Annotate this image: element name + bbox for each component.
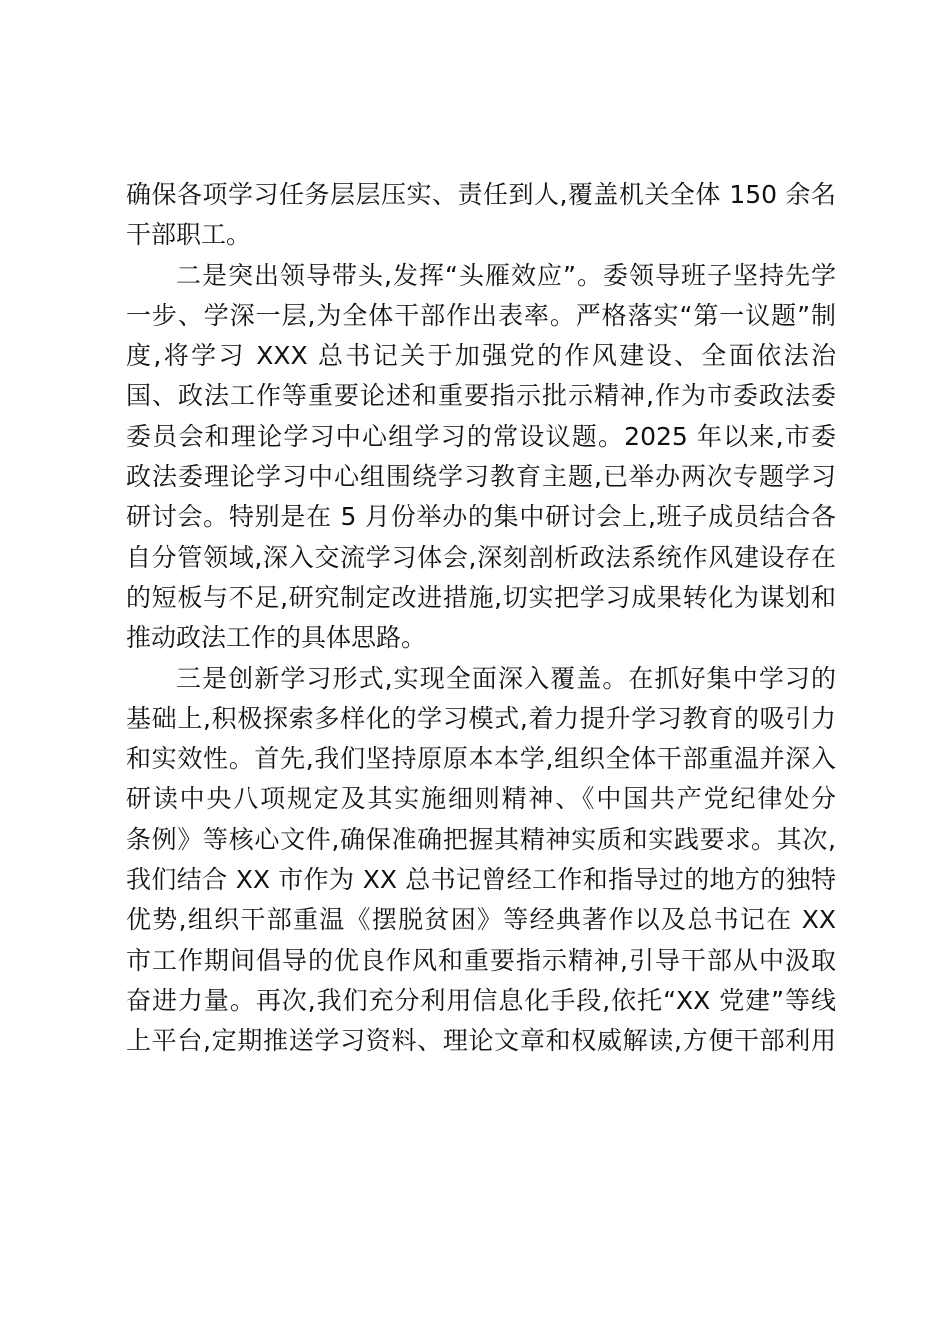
- text-line: 度,将学习 XXX 总书记关于加强党的作风建设、全面依法治: [126, 341, 836, 371]
- text-line: 委员会和理论学习中心组学习的常设议题。2025 年以来,市委: [126, 421, 836, 451]
- text-line: 国、政法工作等重要论述和重要指示批示精神,作为市委政法委: [126, 381, 836, 411]
- text-line: 自分管领域,深入交流学习体会,深刻剖析政法系统作风建设存在: [126, 542, 836, 572]
- text-line: 一步、学深一层,为全体干部作出表率。严格落实“第一议题”制: [126, 300, 836, 330]
- text-line: 确保各项学习任务层层压实、责任到人,覆盖机关全体 150 余名: [126, 180, 836, 209]
- text-line: 政法委理论学习中心组围绕学习教育主题,已举办两次专题学习: [126, 462, 836, 492]
- text-line: 二是突出领导带头,发挥“头雁效应”。委领导班子坚持先学: [176, 260, 836, 290]
- text-line: 推动政法工作的具体思路。: [126, 623, 427, 653]
- text-line: 研讨会。特别是在 5 月份举办的集中研讨会上,班子成员结合各: [126, 502, 836, 532]
- text-line: 市工作期间倡导的优良作风和重要指示精神,引导干部从中汲取: [126, 945, 836, 975]
- text-line: 条例》等核心文件,确保准确把握其精神实质和实践要求。其次,: [126, 824, 836, 854]
- text-line: 三是创新学习形式,实现全面深入覆盖。在抓好集中学习的: [176, 663, 836, 693]
- text-line: 我们结合 XX 市作为 XX 总书记曾经工作和指导过的地方的独特: [126, 865, 836, 895]
- text-line: 和实效性。首先,我们坚持原原本本学,组织全体干部重温并深入: [126, 744, 836, 774]
- text-line: 干部职工。: [126, 220, 252, 250]
- text-line: 奋进力量。再次,我们充分利用信息化手段,依托“XX 党建”等线: [126, 985, 836, 1015]
- text-line: 的短板与不足,研究制定改进措施,切实把学习成果转化为谋划和: [126, 582, 836, 612]
- text-line: 研读中央八项规定及其实施细则精神、《中国共产党纪律处分: [126, 784, 836, 814]
- text-line: 基础上,积极探索多样化的学习模式,着力提升学习教育的吸引力: [126, 703, 836, 733]
- text-line: 优势,组织干部重温《摆脱贫困》等经典著作以及总书记在 XX: [126, 905, 836, 935]
- text-line: 上平台,定期推送学习资料、理论文章和权威解读,方便干部利用: [126, 1026, 836, 1056]
- body-text: [126, 175, 836, 1062]
